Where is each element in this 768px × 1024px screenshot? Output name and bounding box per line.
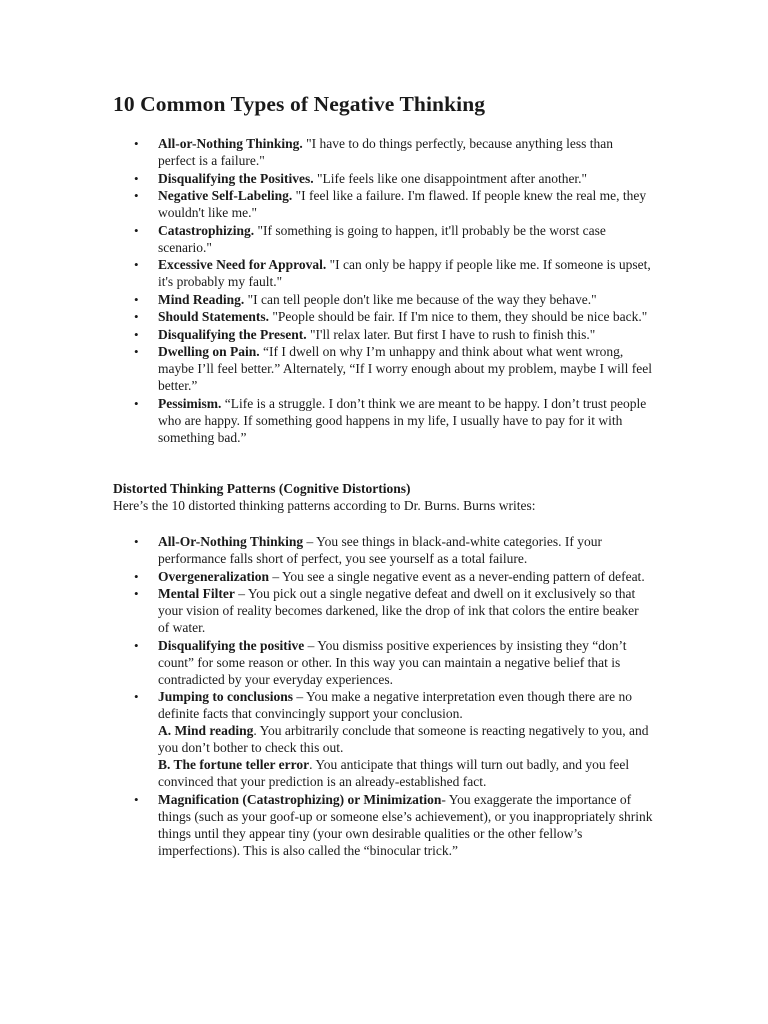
item-text: – You dismiss positive experiences by insisting they “don’t count” for some reason or other. In this way you can maintain a negative belief that is contradicted by your everyday experiences. <box>158 637 627 687</box>
item-text: – You see a single negative event as a never-ending pattern of defeat. <box>268 568 645 584</box>
item-text: "I can tell people don't like me because of the way they behave." <box>244 291 597 307</box>
list-item <box>0 222 653 256</box>
list-item <box>0 291 653 308</box>
item-text: “If I dwell on why I’m unhappy and think about what went wrong, maybe I’ll feel better.” Alternately, “If I worry enough about my problem, maybe I will feel better.” <box>158 344 652 393</box>
list-item <box>0 256 653 290</box>
item-text: – You make a negative interpretation even though there are no definite facts that convincingly support your conclusion. <box>158 689 632 721</box>
page-title: 10 Common Types of Negative Thinking <box>113 92 486 116</box>
item-text: "Life feels like one disappointment after another." <box>313 170 588 186</box>
item-term: Disqualifying the positive <box>158 637 305 653</box>
list-item <box>0 343 653 394</box>
item-term: Dwelling on Pain. <box>158 344 260 359</box>
item-text: "I'll relax later. But first I have to rush to finish this." <box>306 326 596 342</box>
section-heading: Distorted Thinking Patterns (Cognitive Distortions) <box>113 481 411 496</box>
item-text: - You exaggerate the importance of things (such as your goof-up or someone else’s achievement), or you inappropriately shrink things until they appear tiny (your own desirable qualities or the other fellow’s imperfections). This is also called the “binocular trick.” <box>158 791 653 858</box>
item-term: Jumping to conclusions <box>158 689 294 704</box>
list-item <box>0 568 653 585</box>
item-text: "If something is going to happen, it'll probably be the worst case scenario." <box>158 222 606 255</box>
item-term: Should Statements. <box>158 309 270 324</box>
list-item <box>0 187 653 221</box>
item-text: – You see things in black-and-white categories. If your performance falls short of perfect, you see yourself as a total failure. <box>158 534 602 566</box>
sub-item-fortune-teller <box>158 756 653 790</box>
list-item <box>0 135 653 169</box>
item-term: Disqualifying the Present. <box>158 326 307 342</box>
list-item <box>0 688 653 790</box>
sub-item-term: B. The fortune teller error <box>158 757 310 772</box>
negative-thinking-list <box>0 135 768 446</box>
item-term: Magnification (Catastrophizing) or Minimization <box>158 791 442 807</box>
list-item <box>0 585 653 636</box>
item-term: Mental Filter <box>158 586 235 601</box>
item-text: – You pick out a single negative defeat and dwell on it exclusively so that your vision of reality becomes darkened, like the drop of ink that colors the entire beaker of water. <box>158 586 639 635</box>
item-text: "People should be fair. If I'm nice to them, they should be nice back." <box>269 309 648 324</box>
sub-item-text: . You arbitrarily conclude that someone is reacting negatively to you, and you don’t bother to check this out. <box>158 723 649 755</box>
item-term: All-Or-Nothing Thinking <box>158 534 304 549</box>
list-item <box>0 791 653 859</box>
item-term: Mind Reading. <box>158 291 245 307</box>
item-text: "I can only be happy if people like me. If someone is upset, it's probably my fault." <box>158 257 651 289</box>
item-term: All-or-Nothing Thinking. <box>158 136 303 151</box>
list-item <box>0 533 653 567</box>
section-intro: Here’s the 10 distorted thinking patterns according to Dr. Burns. Burns writes: <box>113 498 536 513</box>
distortions-list <box>0 533 768 859</box>
item-text: "I have to do things perfectly, because anything less than perfect is a failure." <box>158 136 613 168</box>
sub-item-text: . You anticipate that things will turn out badly, and you feel convinced that your prediction is an already-established fact. <box>158 757 630 789</box>
list-item <box>0 637 653 688</box>
sub-item-mind-reading <box>158 722 653 756</box>
list-item <box>0 170 653 187</box>
sub-item-term: A. Mind reading <box>158 723 254 738</box>
list-item <box>0 395 653 446</box>
list-item <box>0 308 653 325</box>
item-text: “Life is a struggle. I don’t think we are meant to be happy. I don’t trust people who are happy. If something good happens in my life, I usually have to pay for it with something bad.” <box>158 395 647 445</box>
item-term: Pessimism. <box>158 395 222 411</box>
item-term: Negative Self-Labeling. <box>158 188 293 203</box>
item-text: "I feel like a failure. I'm flawed. If people knew the real me, they wouldn't like me." <box>158 188 647 220</box>
item-term: Overgeneralization <box>158 568 269 584</box>
item-term: Catastrophizing. <box>158 222 255 238</box>
item-term: Disqualifying the Positives. <box>158 170 314 186</box>
item-term: Excessive Need for Approval. <box>158 257 327 272</box>
list-item <box>0 326 653 343</box>
